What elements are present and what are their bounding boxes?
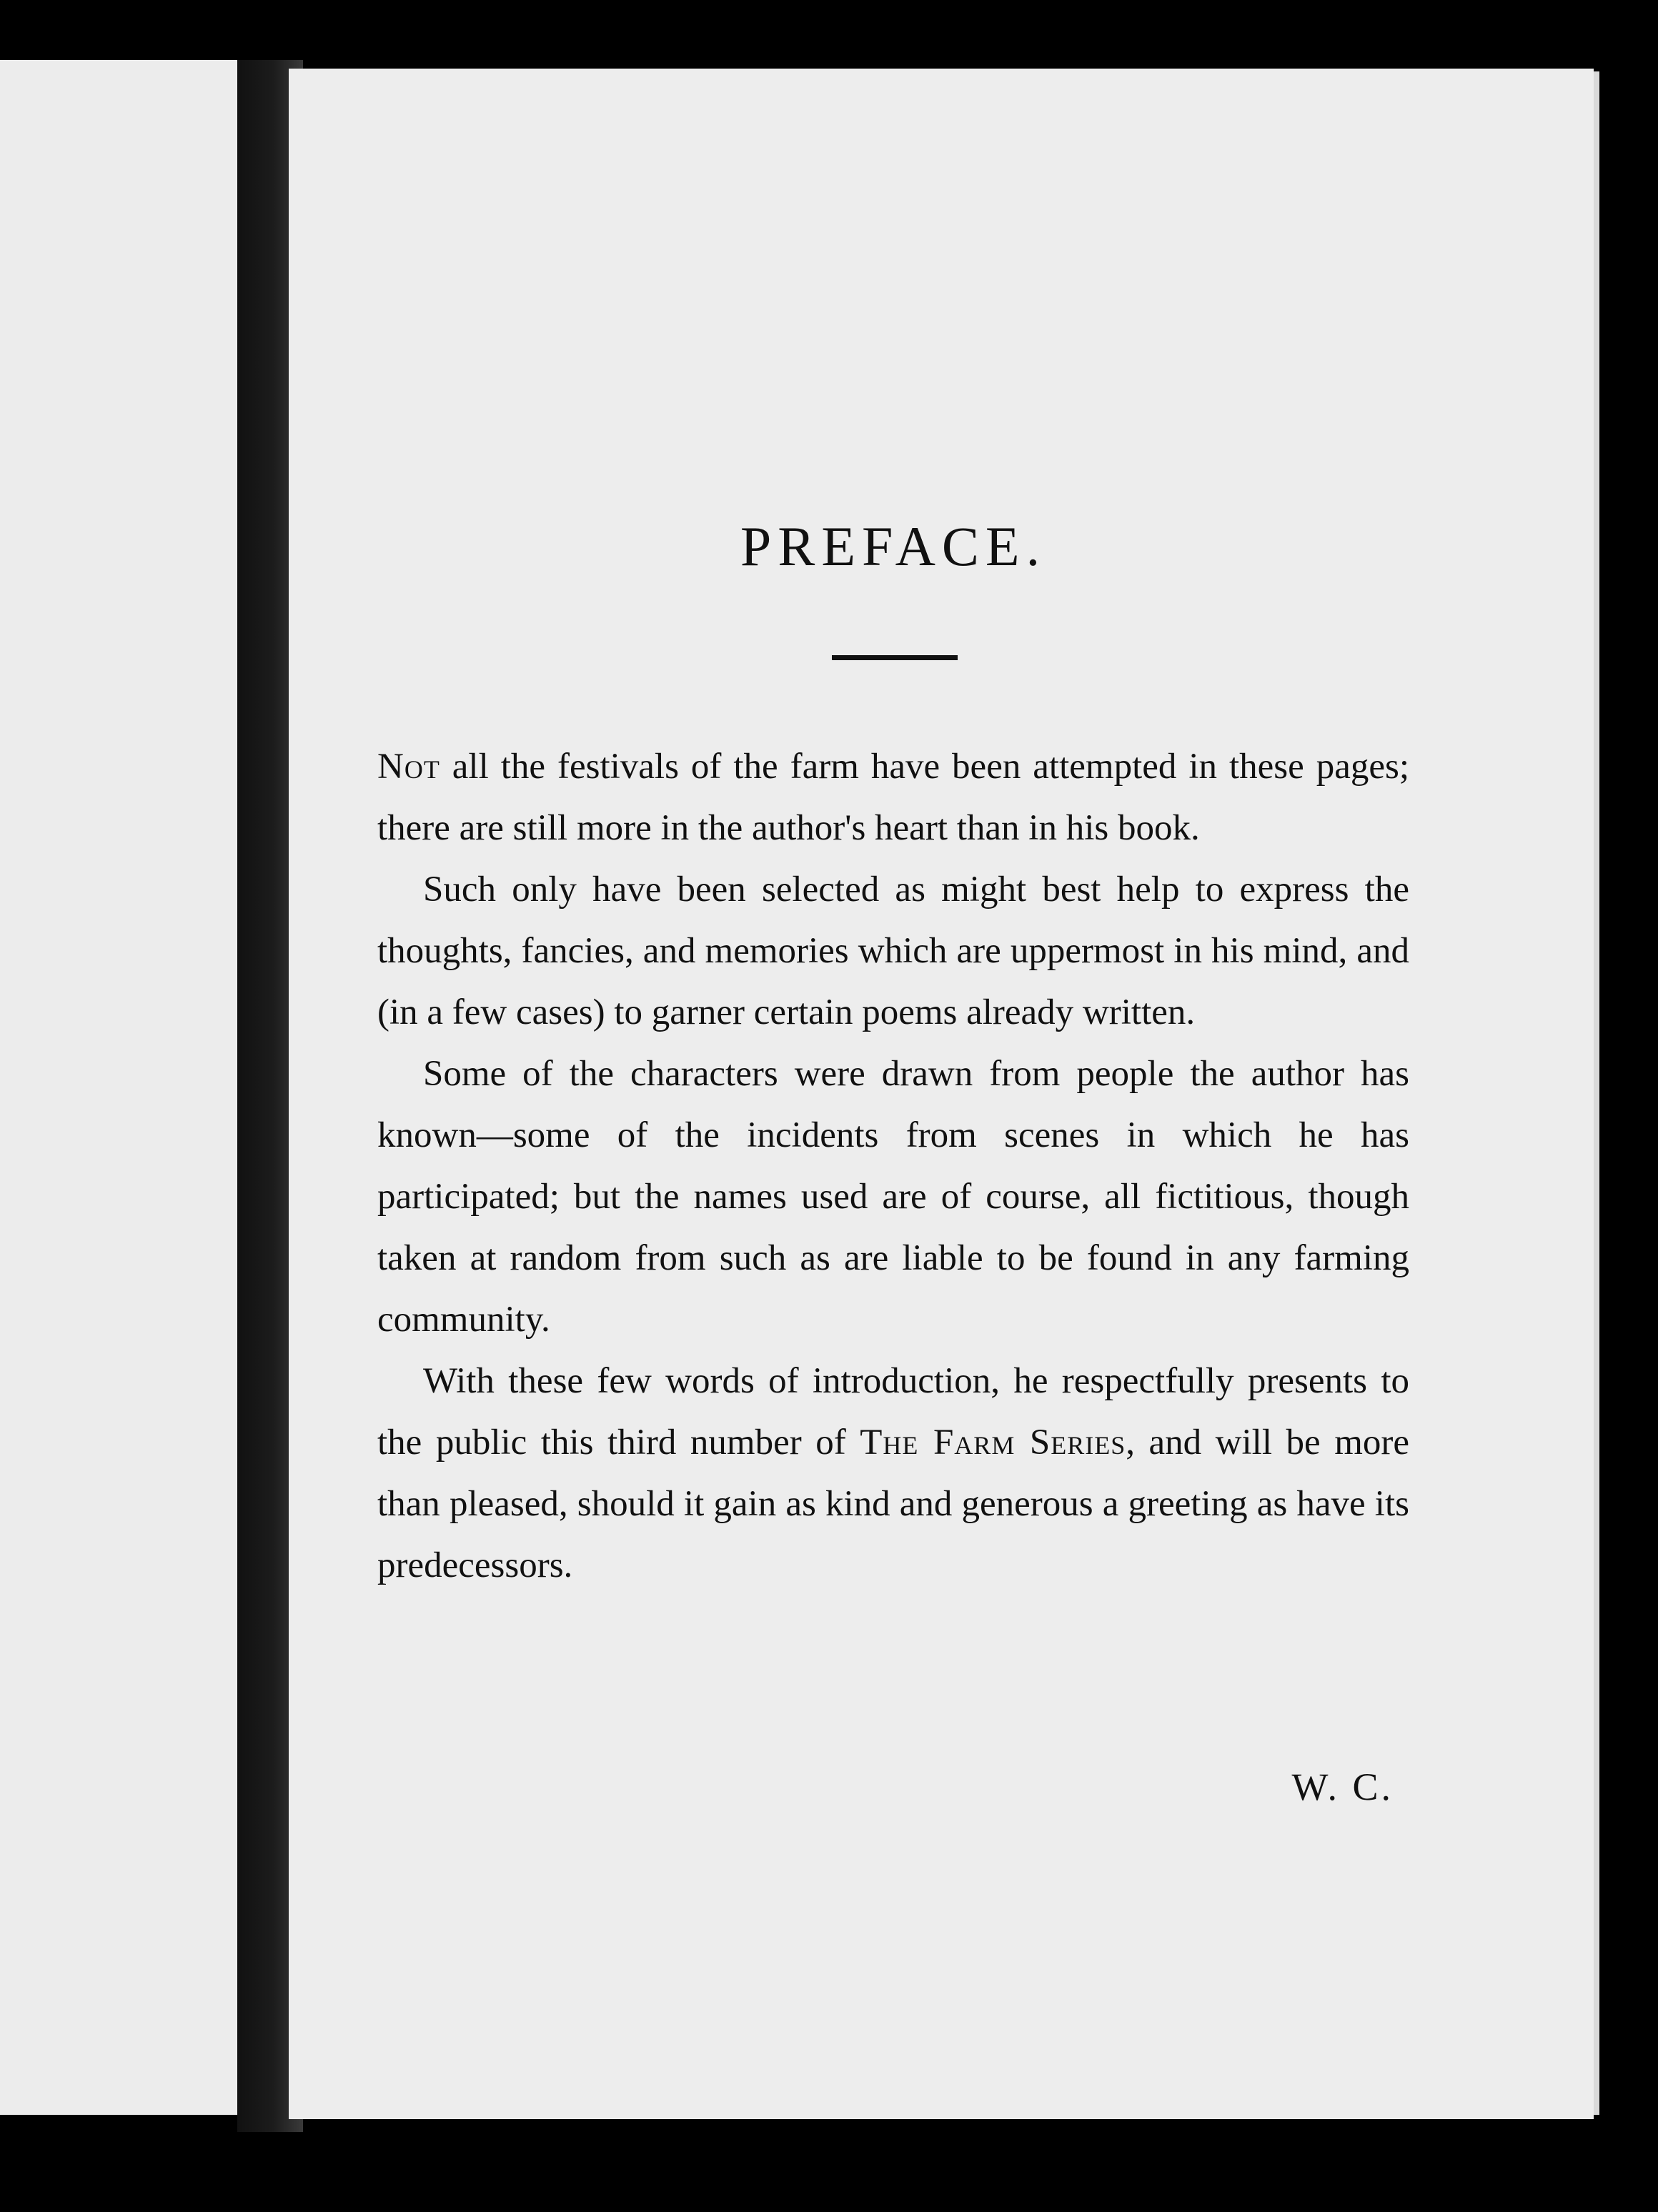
paragraph-1 bbox=[377, 736, 1409, 859]
page-edge bbox=[1594, 71, 1599, 2115]
series-name: The Farm Series bbox=[860, 1423, 1126, 1463]
paragraph-4 bbox=[377, 1350, 1409, 1596]
title-rule bbox=[832, 655, 958, 660]
paragraph-3: Some of the characters were drawn from people the author has known—some of the incidents from scenes in which he has participated; but the names used are of course, all fictitious, though taken at random from such as are liable to be found in any farming community. bbox=[377, 1054, 1409, 1340]
facing-page bbox=[0, 60, 237, 2115]
paragraph-1-text: all the festivals of the farm have been attempted in these pages; there are still more in the author's heart than in his book. bbox=[377, 747, 1409, 848]
author-signature: W. C. bbox=[1291, 1765, 1394, 1808]
paragraph-1-lead: Not bbox=[377, 747, 440, 787]
paragraph-4-text-after: , and will be more than pleased, should it gain as kind and generous a greeting as have its predecessors. bbox=[377, 1423, 1410, 1585]
preface-body bbox=[377, 736, 1409, 1596]
preface-heading: PREFACE. bbox=[740, 515, 1047, 577]
paragraph-4-text-before: With these few words of introduction, he respectfully presents to the public this third number of bbox=[377, 1361, 1409, 1463]
paragraph-2: Such only have been selected as might best help to express the thoughts, fancies, and memories which are uppermost in his mind, and (in a few cases) to garner certain poems already written. bbox=[377, 870, 1409, 1032]
